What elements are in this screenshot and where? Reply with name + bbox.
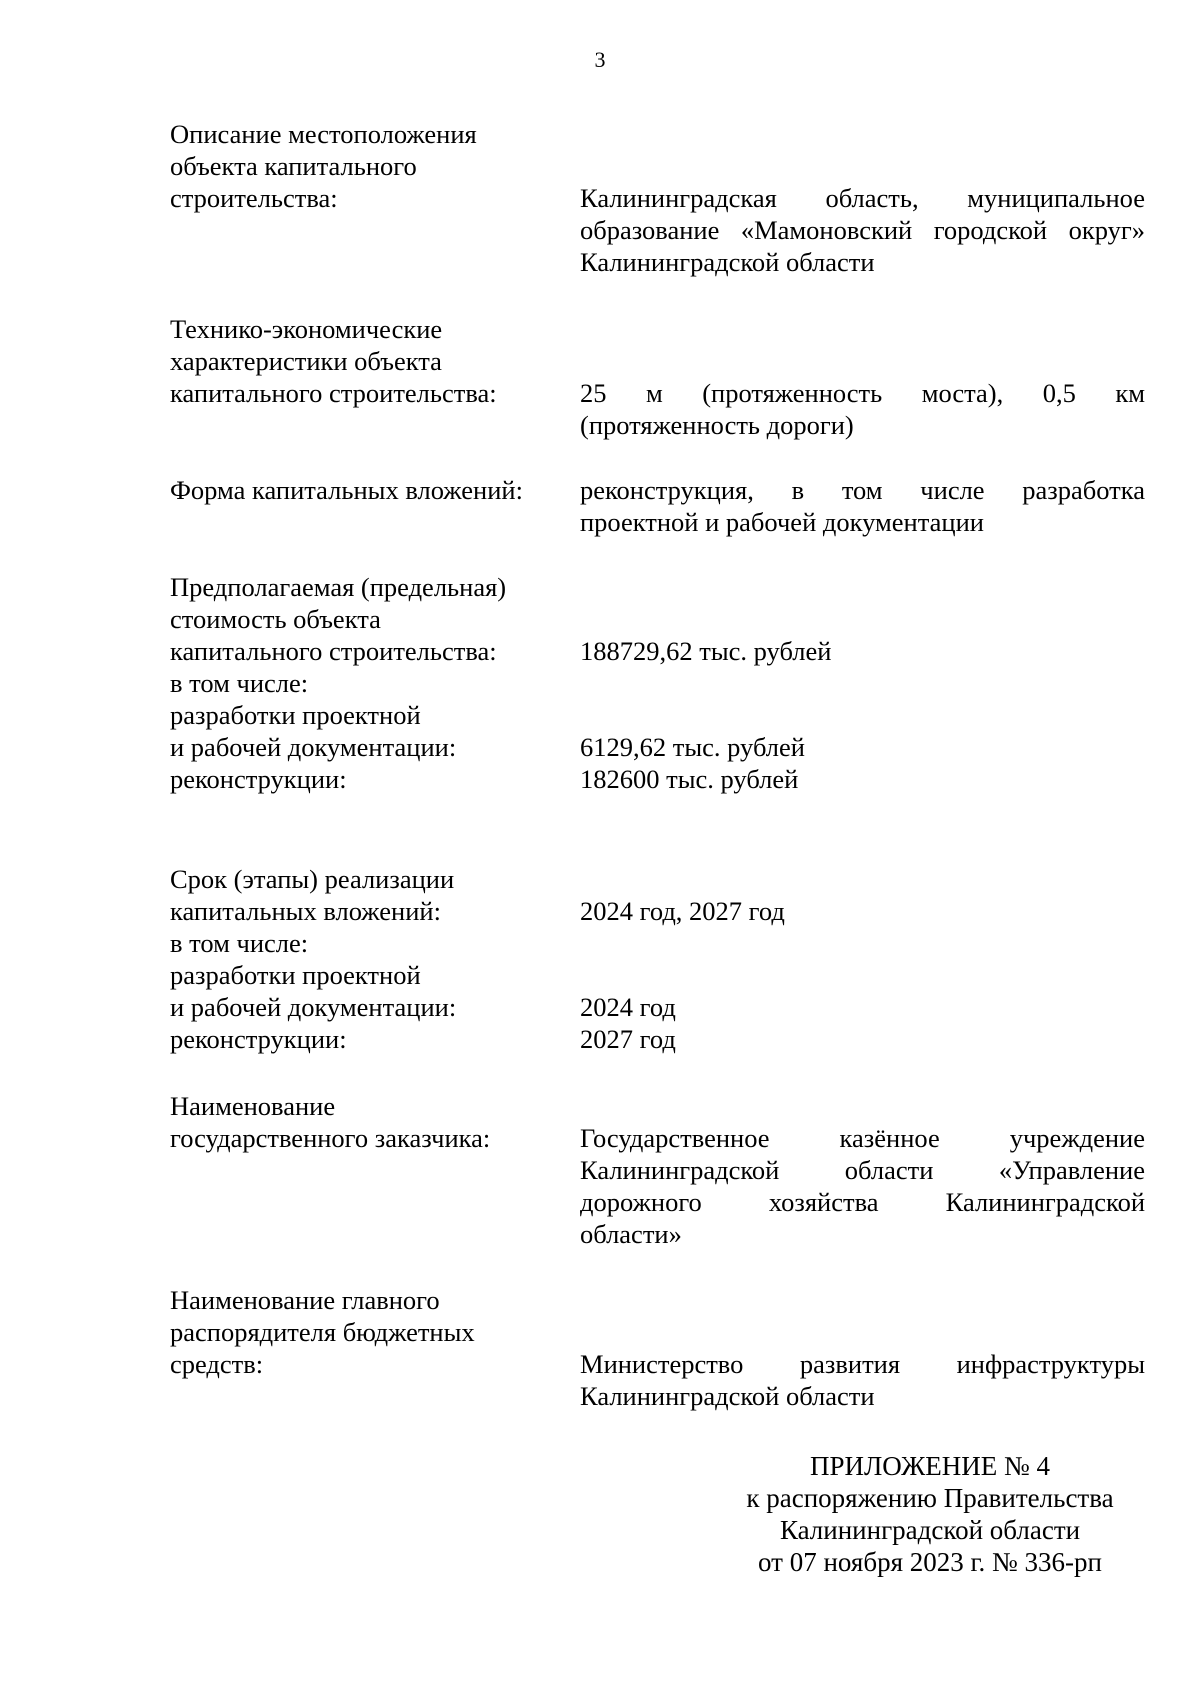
label-line: Форма капитальных вложений: [170, 475, 523, 505]
value-line: проектной и рабочей документации [580, 507, 984, 537]
value-line: (протяженность дороги) [580, 410, 854, 440]
label-line: капитального строительства: [170, 636, 497, 666]
value-line: 25 м (протяженность моста), 0,5 км [580, 378, 1145, 408]
value-line: дорожного хозяйства Калининградской [580, 1187, 1145, 1217]
cost-total-value [580, 635, 1145, 667]
reconstruction-label: реконструкции: [170, 1024, 347, 1054]
cost-label [170, 571, 570, 795]
design-label-line: и рабочей документации: [170, 992, 457, 1022]
appendix-block [710, 1450, 1150, 1578]
investment-form-label [170, 474, 570, 506]
label-line: Наименование главного [170, 1285, 440, 1315]
label-line: Наименование [170, 1091, 336, 1121]
location-label [170, 118, 570, 214]
label-line: государственного заказчика: [170, 1123, 491, 1153]
customer-value [580, 1122, 1145, 1250]
label-line: объекта капитального [170, 151, 417, 181]
terms-total-value [580, 895, 1145, 927]
label-line: Описание местоположения [170, 119, 477, 149]
characteristics-value [580, 377, 1145, 441]
terms-total: 2024 год, 2027 год [580, 896, 785, 926]
appendix-line: от 07 ноября 2023 г. № 336-рп [758, 1547, 1102, 1577]
value-line: области» [580, 1219, 682, 1249]
label-line: характеристики объекта [170, 346, 442, 376]
reconstruction-label: реконструкции: [170, 764, 347, 794]
page-number: 3 [594, 47, 606, 72]
value-line: Калининградской области «Управление [580, 1155, 1145, 1185]
design-label-line: разработки проектной [170, 700, 421, 730]
terms-breakdown-values [580, 991, 1145, 1055]
location-value [580, 182, 1145, 278]
appendix-title: ПРИЛОЖЕНИЕ № 4 [809, 1451, 1051, 1481]
terms-reconstruction-value: 2027 год [580, 1024, 676, 1054]
cost-design-value: 6129,62 тыс. рублей [580, 732, 805, 762]
label-line: средств: [170, 1349, 264, 1379]
characteristics-label [170, 313, 570, 409]
budget-manager-value [580, 1348, 1145, 1412]
design-label-line: разработки проектной [170, 960, 421, 990]
label-line: стоимость объекта [170, 604, 381, 634]
customer-label [170, 1090, 570, 1154]
investment-form-value [580, 474, 1145, 538]
cost-reconstruction-value: 182600 тыс. рублей [580, 764, 799, 794]
label-line: капитальных вложений: [170, 896, 441, 926]
terms-design-value: 2024 год [580, 992, 676, 1022]
cost-total: 188729,62 тыс. рублей [580, 636, 832, 666]
value-line: Калининградской области [580, 247, 875, 277]
terms-label [170, 863, 570, 1055]
label-line: распорядителя бюджетных [170, 1317, 475, 1347]
label-line: Технико-экономические [170, 314, 443, 344]
value-line: Государственное казённое учреждение [580, 1123, 1145, 1153]
label-line: капитального строительства: [170, 378, 497, 408]
value-line: реконструкция, в том числе разработка [580, 475, 1145, 505]
value-line: Калининградская область, муниципальное [580, 183, 1145, 213]
cost-breakdown-values [580, 731, 1145, 795]
label-line: Предполагаемая (предельная) [170, 572, 507, 602]
value-line: Калининградской области [580, 1381, 875, 1411]
design-label-line: и рабочей документации: [170, 732, 457, 762]
label-line: Срок (этапы) реализации [170, 864, 455, 894]
appendix-line: к распоряжению Правительства [746, 1483, 1114, 1513]
appendix-line: Калининградской области [779, 1515, 1081, 1545]
value-line: Министерство развития инфраструктуры [580, 1349, 1145, 1379]
value-line: образование «Мамоновский городской округ» [580, 215, 1145, 245]
label-line: строительства: [170, 183, 338, 213]
budget-manager-label [170, 1284, 570, 1380]
including-label: в том числе: [170, 928, 309, 958]
including-label: в том числе: [170, 668, 309, 698]
